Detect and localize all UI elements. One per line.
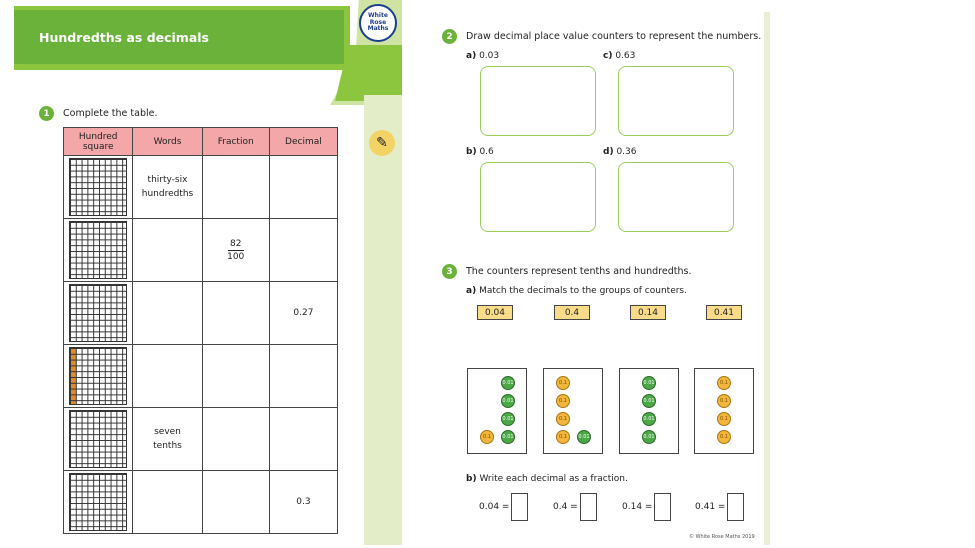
q2-part-c-label [603, 51, 635, 61]
hundredth-counter: 0.01 [642, 394, 656, 408]
fraction-cell[interactable] [202, 282, 269, 345]
logo-line: Rose [369, 18, 387, 26]
part-letter: d) [603, 147, 614, 157]
decimal-value: 0.27 [293, 308, 314, 318]
table-row [64, 408, 338, 471]
tenth-counter: 0.1 [717, 376, 731, 390]
copyright-notice: © White Rose Maths 2019 [689, 534, 755, 540]
hundred-square-grid [69, 347, 127, 405]
decimal-tag-0.41[interactable]: 0.41 [706, 305, 742, 320]
tenth-counter: 0.1 [717, 412, 731, 426]
decimal-cell[interactable] [269, 471, 337, 534]
counter-group-2[interactable] [543, 368, 603, 454]
decimal-cell[interactable] [269, 345, 337, 408]
words-text: thirty-six hundredths [141, 175, 194, 199]
hundredth-counter: 0.01 [501, 376, 515, 390]
tenth-counter: 0.1 [556, 430, 570, 444]
logo-line: White [368, 12, 388, 20]
hundred-square-cell [64, 282, 133, 345]
hundred-square-cell [64, 219, 133, 282]
hundred-square-grid [69, 284, 127, 342]
column-header-words: Words [133, 128, 202, 156]
page-title: Hundredths as decimals [39, 29, 209, 45]
part-value: 0.36 [616, 147, 637, 157]
counter-group-3[interactable] [619, 368, 679, 454]
fraction-value [227, 239, 244, 262]
answer-box-b[interactable] [480, 162, 596, 232]
tenth-counter: 0.1 [717, 394, 731, 408]
hundred-square-grid [69, 410, 127, 468]
hundred-square-cell [64, 156, 133, 219]
logo-line: Maths [367, 25, 389, 33]
table-row [64, 471, 338, 534]
words-cell[interactable] [133, 345, 202, 408]
part-value: 0.63 [615, 51, 636, 61]
table-row [64, 156, 338, 219]
hundred-square-grid [69, 221, 127, 279]
tenth-counter: 0.1 [556, 394, 570, 408]
decimal-cell[interactable] [269, 219, 337, 282]
part-letter: b) [466, 147, 477, 157]
words-cell[interactable] [133, 156, 202, 219]
hundred-square-cell [64, 345, 133, 408]
tenth-counter: 0.1 [556, 376, 570, 390]
words-text: seven tenths [153, 427, 182, 451]
words-cell[interactable] [133, 408, 202, 471]
q2-part-d-label [603, 147, 636, 157]
fraction-answer-box[interactable] [511, 493, 528, 521]
part-value: 0.03 [479, 51, 500, 61]
words-cell[interactable] [133, 282, 202, 345]
center-divider-stripe [364, 95, 402, 545]
hundredth-counter: 0.01 [501, 394, 515, 408]
answer-box-c[interactable] [618, 66, 734, 136]
right-edge-stripe [764, 12, 770, 545]
column-header-fraction: Fraction [202, 128, 269, 156]
question-number-1: 1 [39, 106, 54, 121]
column-header-decimal: Decimal [269, 128, 337, 156]
fraction-cell[interactable] [202, 219, 269, 282]
q3-part-a [466, 286, 687, 296]
fraction-denominator: 100 [227, 251, 245, 262]
part-b-text: Write each decimal as a fraction. [479, 474, 628, 484]
decimal-cell[interactable] [269, 408, 337, 471]
fraction-cell[interactable] [202, 408, 269, 471]
decimal-tag-0.4[interactable]: 0.4 [554, 305, 590, 320]
pencil-icon: ✎ [369, 130, 395, 156]
fraction-item-label: 0.41 = [695, 502, 726, 512]
hundredth-counter: 0.01 [577, 430, 591, 444]
fraction-numerator: 82 [229, 238, 242, 249]
hundredth-counter: 0.01 [642, 412, 656, 426]
q2-part-b-label [466, 147, 494, 157]
fraction-item-label: 0.04 = [479, 502, 510, 512]
fraction-item-label: 0.4 = [553, 502, 578, 512]
hundredth-counter: 0.01 [642, 376, 656, 390]
hundredth-counter: 0.01 [501, 412, 515, 426]
tenth-counter: 0.1 [480, 430, 494, 444]
hundred-square-cell [64, 408, 133, 471]
fraction-cell[interactable] [202, 156, 269, 219]
tenth-counter: 0.1 [717, 430, 731, 444]
fraction-bar [228, 250, 244, 251]
q3-prompt: The counters represent tenths and hundredths. [466, 266, 692, 277]
fraction-answer-box[interactable] [727, 493, 744, 521]
table-row [64, 345, 338, 408]
counter-group-1[interactable] [467, 368, 527, 454]
hundredth-counter: 0.01 [642, 430, 656, 444]
fraction-answer-box[interactable] [654, 493, 671, 521]
column-header-hundred-square: Hundred square [64, 128, 133, 156]
decimal-tag-0.14[interactable]: 0.14 [630, 305, 666, 320]
hundredths-table [63, 127, 338, 534]
counter-group-4[interactable] [694, 368, 754, 454]
hundredth-counter: 0.01 [501, 430, 515, 444]
question-number-2: 2 [442, 29, 457, 44]
answer-box-d[interactable] [618, 162, 734, 232]
part-letter: a) [466, 286, 477, 296]
fraction-item-label: 0.14 = [622, 502, 653, 512]
hundred-square-grid [69, 473, 127, 531]
decimal-cell[interactable] [269, 156, 337, 219]
decimal-cell[interactable] [269, 282, 337, 345]
white-rose-maths-logo [359, 4, 397, 42]
part-a-text: Match the decimals to the groups of counters. [479, 286, 687, 296]
hundred-square-grid [69, 158, 127, 216]
fraction-answer-box[interactable] [580, 493, 597, 521]
q1-prompt: Complete the table. [63, 108, 158, 119]
answer-box-a[interactable] [480, 66, 596, 136]
fraction-cell[interactable] [202, 345, 269, 408]
title-banner [14, 10, 344, 64]
part-letter: c) [603, 51, 613, 61]
table-row [64, 282, 338, 345]
hundred-square-cell [64, 471, 133, 534]
q2-prompt: Draw decimal place value counters to represent the numbers. [466, 31, 762, 42]
table-row [64, 219, 338, 282]
words-cell[interactable] [133, 471, 202, 534]
part-letter: b) [466, 474, 477, 484]
tenth-counter: 0.1 [556, 412, 570, 426]
part-letter: a) [466, 51, 477, 61]
question-number-3: 3 [442, 264, 457, 279]
table-header-row [64, 128, 338, 156]
decimal-tag-0.04[interactable]: 0.04 [477, 305, 513, 320]
words-cell[interactable] [133, 219, 202, 282]
q2-part-a-label [466, 51, 499, 61]
part-value: 0.6 [479, 147, 494, 157]
fraction-cell[interactable] [202, 471, 269, 534]
decimal-value: 0.3 [296, 497, 311, 507]
q3-part-b [466, 474, 628, 484]
